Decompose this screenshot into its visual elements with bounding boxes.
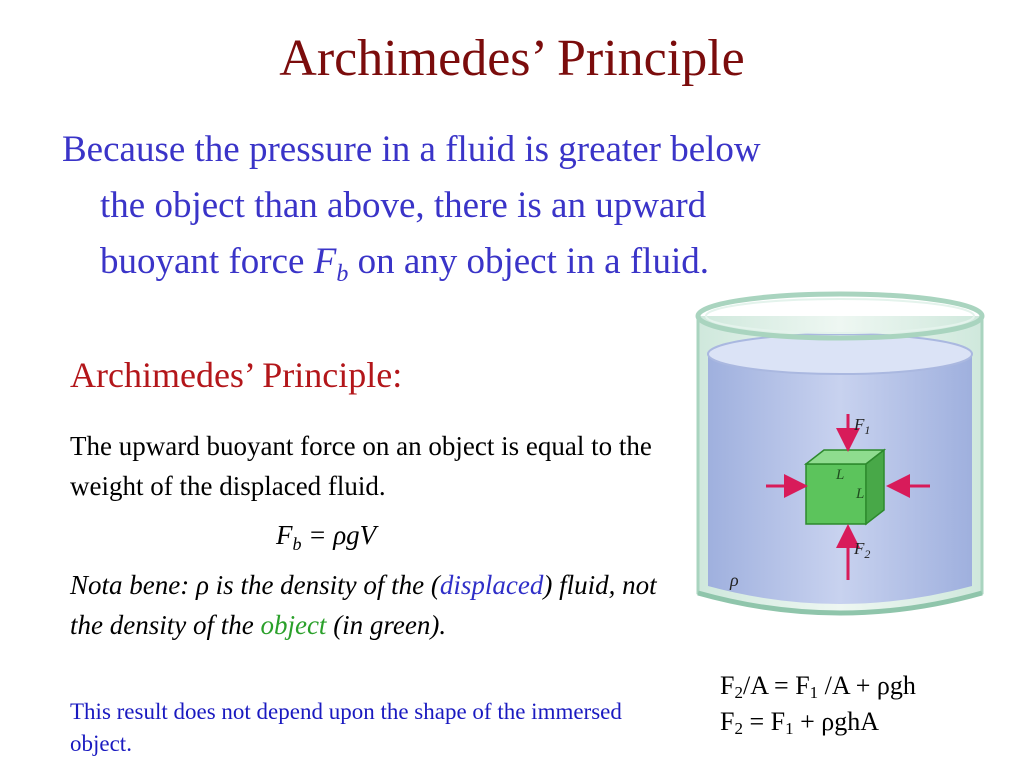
force-symbol: F (313, 241, 337, 282)
intro-line-3 (62, 234, 962, 290)
cube-label-side: L (856, 486, 865, 502)
eq1-part-a: F (720, 671, 735, 700)
slide-title: Archimedes’ Principle (279, 30, 745, 87)
shape-independence-note: This result does not depend upon the shape of the immersed object. (70, 699, 622, 756)
eq1-part-b: /A = F (742, 671, 810, 700)
principle-statement: The upward buoyant force on an object is equal to the weight of the displaced fluid. (70, 431, 652, 501)
formula-lhs-subscript: b (292, 534, 302, 554)
nota-part-1: Nota bene: ρ is the density of the ( (70, 570, 440, 600)
eq1-part-c: /A + ρgh (818, 671, 916, 700)
formula-rhs: = ρgV (301, 520, 377, 550)
rho-label: ρ (730, 570, 739, 590)
formula-lhs: F (276, 520, 293, 550)
eq2-sub-b: 1 (785, 719, 794, 738)
principle-heading: Archimedes’ Principle: (70, 355, 403, 395)
force-subscript: b (336, 261, 349, 287)
buoyancy-formula (276, 520, 377, 554)
eq1-sub-a: 2 (734, 683, 743, 702)
f1-label: $F_1$ (854, 415, 871, 437)
equation-2 (720, 704, 1010, 740)
beaker-diagram (690, 288, 990, 624)
f2-label: $F_2$ (854, 539, 871, 561)
equation-1 (720, 668, 1010, 704)
eq2-part-b: = F (742, 707, 786, 736)
nota-part-3: (in green). (326, 610, 447, 640)
eq1-sub-b: 1 (809, 683, 819, 702)
eq2-part-c: + ρghA (793, 707, 880, 736)
nota-displaced: displaced (439, 570, 544, 600)
nota-bene-note (70, 565, 670, 645)
intro-line-3-end: on any object in a fluid. (348, 241, 709, 282)
nota-part-2: ) fluid, not the density of the (70, 570, 657, 640)
nota-object: object (260, 610, 327, 640)
cube-label-top: L (836, 467, 845, 483)
intro-line-1: Because the pressure in a fluid is greater below (62, 129, 761, 170)
eq2-sub-a: 2 (734, 719, 743, 738)
intro-line-3-start: buoyant force (100, 241, 314, 282)
eq2-part-a: F (720, 707, 735, 736)
pressure-equations (720, 668, 1010, 740)
green-cube (806, 450, 884, 524)
intro-paragraph (62, 122, 962, 290)
intro-line-2: the object than above, there is an upward (100, 185, 707, 226)
